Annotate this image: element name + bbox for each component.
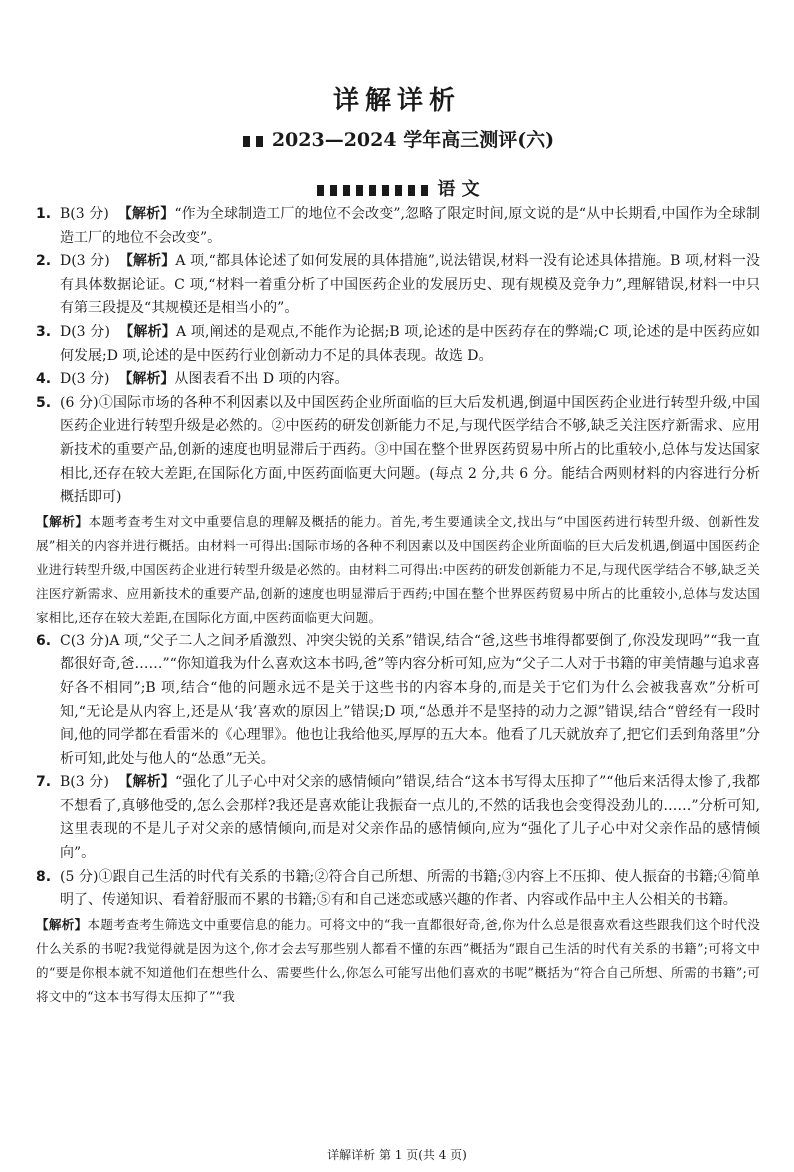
question-number: 6. [36,632,52,649]
question-number: 8. [36,868,52,885]
page-title: 详解详析 [332,86,461,116]
answer-item-8 [36,866,760,913]
analysis-tag: 【解析】 [118,253,176,270]
analysis-tag: 【解析】 [118,774,176,791]
question-number: 3. [36,323,52,340]
answer-item-3 [36,321,760,368]
question-number: 4. [36,371,52,388]
question-number: 7. [36,774,52,791]
answer-score: (6 分) [60,394,99,411]
exam-subtitle-text: 2023—2024 学年高三测评(六) [271,129,555,151]
analysis-tag: 【解析】 [117,206,175,222]
answer-item-4 [36,368,760,392]
redacted-marks [314,179,431,200]
analysis-text: 本题考查考生对文中重要信息的理解及概括的能力。首先,考生要通读全文,找出与“中国医药进行转型升级、创新性发展”相关的内容并进行概括。由材料一可得出:国际市场的各种不利因素以及中国医药企业所面临的巨大后发机遇,倒逼中国医药企业进行转型升级,中国医药企业进行转型升级是必然的。由材料二可得出:中医药的研发创新能力不足,与现代医学结合不够,缺乏关注医疗新需求、应用新技术的重要产品,创新的速度也明显滞后于西药;中国在整个世界医药贸易中所占的比重较小,总体与发达国家相比,还存在较大差距,在国际化方面,中医药面临更大问题。 [36,513,760,625]
analysis-paragraph-8 [36,913,760,1009]
answer-item-1 [36,203,760,250]
answer-item-2 [36,250,760,321]
answer-score: D(3 分) [60,253,110,270]
answer-text: A 项,阐述的是观点,不能作为论据;B 项,论述的是中医药存在的弊端;C 项,论述的是中医药应如何发展;D 项,论述的是中医药行业创新动力不足的具体表现。故选 D。 [60,323,760,364]
answer-score: D(3 分) [60,323,110,340]
answer-score: D(3 分) [60,371,110,388]
answer-score: (5 分) [60,868,99,885]
question-number: 5. [36,394,52,411]
answer-text: A 项,“都具体论述了如何发展的具体措施”,说法错误,材料一没有论述具体措施。B 项,材料一没有具体数据论证。C 项,“材料一着重分析了中国医药企业的发展历史、现有规模及竞争力”,理解错误,材料一中只有第三段提及“其规模还是相当小的”。 [60,253,761,317]
analysis-tag: 【解析】 [36,513,89,529]
redacted-marks [240,129,266,151]
analysis-tag: 【解析】 [118,371,175,388]
analysis-paragraph-5 [36,510,760,630]
subject-heading [0,175,794,201]
question-number: 1. [36,206,52,222]
analysis-text: 本题考查考生筛选文中重要信息的能力。可将文中的“我一直都很好奇,爸,你为什么总是很喜欢看这些跟我们这个时代没什么关系的书呢?我觉得就是因为这个,你才会去写那些别人都看不懂的东西”概括为“跟自己生活的时代有关系的书籍”;可将文中的“要是你根本就不知道他们在想些什么、需要些什么,你怎么可能写出他们喜欢的书呢”概括为“符合自己所想、所需的书籍”;可将文中的“这本书写得太压抑了”“我 [36,916,760,1004]
answer-item-7 [36,771,760,865]
answer-content [36,203,760,1009]
question-number: 2. [36,253,52,270]
answer-item-6 [36,630,760,772]
page-footer: 详解详析 第 1 页(共 4 页) [327,1148,467,1162]
subject-text: 语 文 [437,179,480,200]
answer-item-5 [36,392,760,510]
answer-score: B(3 分) [60,206,109,222]
answer-text: “作为全球制造工厂的地位不会改变”,忽略了限定时间,原文说的是“从中长期看,中国作为全球制造工厂的地位不会改变”。 [60,206,760,246]
answer-text: ①跟自己生活的时代有关系的书籍;②符合自己所想、所需的书籍;③内容上不压抑、使人振奋的书籍;④简单明了、传递知识、看着舒服而不累的书籍;⑤有和自己迷恋或感兴趣的作者、内容或作品中主人公相关的书籍。 [60,868,760,909]
analysis-tag: 【解析】 [36,916,88,932]
analysis-tag: 【解析】 [119,323,176,340]
answer-text: 从图表看不出 D 项的内容。 [174,371,349,388]
answer-text: ①国际市场的各种不利因素以及中国医药企业所面临的巨大后发机遇,倒逼中国医药企业进行转型升级,中国医药企业进行转型升级是必然的。②中医药的研发创新能力不足,与现代医学结合不够,缺乏关注医疗新需求、应用新技术的重要产品,创新的速度也明显滞后于西药。③中国在整个世界医药贸易中所占的比重较小,总体与发达国家相比,还存在较大差距,在国际化方面,中医药面临更大问题。(每点 2 分,共 6 分。能结合两则材料的内容进行分析概括即可) [60,394,760,506]
exam-subtitle [0,125,794,152]
answer-text: “强化了儿子心中对父亲的感情倾向”错误,结合“这本书写得太压抑了”“他后来活得太惨了,我都不想看了,真够他受的,怎么会那样?我还是喜欢能让我振奋一点儿的,不然的话我也会变得没劲儿的……”分析可知,这里表现的不是儿子对父亲的感情倾向,而是对父亲作品的感情倾向,应为“强化了儿子心中对父亲作品的感情倾向”。 [60,774,761,862]
answer-score: B(3 分) [60,774,109,791]
answer-text: A 项,“父子二人之间矛盾激烈、冲突尖锐的关系”错误,结合“爸,这些书堆得都要倒了,你没发现吗”“我一直都很好奇,爸……”“你知道我为什么喜欢这本书吗,爸”等内容分析可知,应为“父子二人对于书籍的审美情趣与追求喜好各不相同”;B 项,结合“他的问题永远不是关于这些书的内容本身的,而是关于它们为什么会被我喜欢”分析可知,“无论是从内容上,还是从‘我’喜欢的原因上”错误;D 项,“怂恿并不是坚持的动力之源”错误,结合“曾经有一段时间,他的同学都在看雷米的《心理罪》。他也让我给他买,厚厚的五大本。他看了几天就放弃了,把它们丢到角落里”分析可知,此处与他人的“怂恿”无关。 [60,632,760,767]
answer-score: C(3 分) [60,632,110,649]
